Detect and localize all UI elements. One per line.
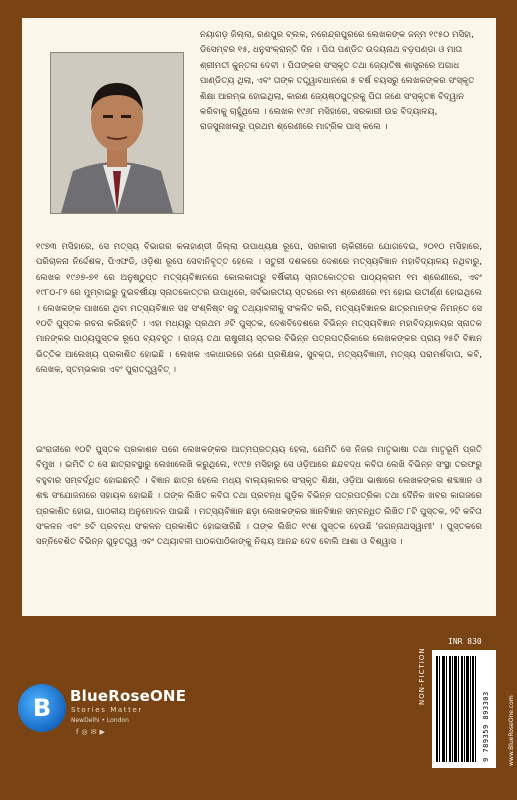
publisher-cities: NewDelhi • London <box>71 717 129 724</box>
publisher-logo-icon: B <box>18 684 66 732</box>
bio-paragraph-2: ୧୯୭୩ ମସିହାରେ, ସେ ମତ୍ସ୍ୟ ବିଭାଗର କଳାହାଣ୍ଡୀ ଜିଲ୍ଲା ଉପାଧ୍ୟକ୍ଷ ରୂପେ, ସରକାରୀ ଚାକିରୀରେ ଯୋଗଦେଇ, ୨୦୧୦ ମସିହାରେ, ପରିଚାଳନା ନିର୍ଦ୍ଦେଶକ, ପିଏଫଡି, ଓଡ଼ିଶା ରୂପେ ସେବାନିବୃତ୍ତ ହେଲେ । ସତୁରୀ ଦଶକରେ ଦେଶରେ ମତ୍ସ୍ୟବିଜ୍ଞାନ ମହାବିଦ୍ୟାଳୟ ନଥିବାରୁ, ଲେଖକ ୧୯୬୭-୭୧ ରେ ଅନୁଷ୍ଠୁପ୍ତ ମତ୍ସ୍ୟବିଜ୍ଞାନରେ କୋଲକାତାରୁ ବର୍ଷିକୀୟ ସ୍ନାତକୋତ୍ତର ପାଠ୍ୟକ୍ରମ ୧ମ ଶ୍ରେଣୀରେ, ଏବଂ ୧୯୮୦-୮୨ ରେ ମୁମ୍ବାଇରୁ ଦୁଇବର୍ଷୀୟା ସ୍ନାତକୋତ୍ତର ଉପାଧିରେ, ସର୍ବଭାରତୀୟ ସ୍ତରରେ ୧ମ ଶ୍ରେଣୀରେ ୧ମ ହୋଇ ଉତୀର୍ଣ୍ଣ ହୋଇଥିଲେ । ଲେଖକଙ୍କ ପାଖରେ ଥିବା ମତ୍ସ୍ୟବିଜ୍ଞାନ ସହ ସଂଶ୍ଳିଷ୍ଟ ସବୁ ତଥ୍ୟାବଳୀକୁ ସଂକଳିତ କରି, ମତ୍ସ୍ୟବିଜ୍ଞାନର ଛାତ୍ରମାନଙ୍କ ନିମନ୍ତେ ସେ ୧୦ଟି ପୁସ୍ତକ ରଚନା କରିଛନ୍ତି । ଏହା ମଧ୍ୟରୁ ପ୍ରଥମ ୬ଟି ପୁସ୍ତକ, ଦେଶବିଦେଶରେ ବିଭିନ୍ନ ମତ୍ସ୍ୟବିଜ୍ଞାନ ମହାବିଦ୍ୟାଳୟର ସ୍ନାତକ ମାନଙ୍କର ପାଠ୍ୟପୁସ୍ତକ ରୂପେ ବ୍ୟବହୃତ । ରାଜ୍ୟ ତଥା ରାଷ୍ଟ୍ରୀୟ ସ୍ତରର ବିଭିନ୍ନ ପତ୍ରପତ୍ରିକାରେ ଲେଖକଙ୍କର ପ୍ରାୟ ୨୫ଟି ବିଜ୍ଞାନ ଭିତ୍ତିକ ଆଲେଖ୍ୟ ପ୍ରକାଶିତ ହୋଇଛି । ଲେଖକ ଏକାଧାରରେ ଜଣେ ପ୍ରଶିକ୍ଷକ, ସୁବକ୍ତା, ମତ୍ସ୍ୟବିଜ୍ଞାନୀ, ମତ୍ସ୍ୟ ପରାମର୍ଶଦାତା, କବି, ଲେଖକ, ସ୍ତମ୍ଭକାର ଏବଂ ପୁରାତତ୍ତ୍ୱବିତ୍ । <box>36 242 482 376</box>
genre-label: NON-FICTION <box>418 647 426 705</box>
social-icons: f◎✉▶ <box>76 728 108 736</box>
barcode-icon <box>436 654 476 764</box>
bio-paragraph-3: ଇଂରାଜୀରେ ୧୦ଟି ପୁସ୍ତକ ପ୍ରକାଶନ ପରେ ଲେଖକଙ୍କର ଆତ୍ମପ୍ରତ୍ୟୟ ହେଲା, ଯେମିତି ସେ ନିଜର ମାତୃଭାଷା ତଥା ମାତୃଭୂମି ପ୍ରତି ବିମୁଖ । ଇମିତି ତ ସେ ଛାତ୍ରାବସ୍ଥାରୁ ଲେଖାଲେଖି କରୁଥିଲେ, ୧୯୯୭ ମସିହାରୁ ସେ ଓଡ଼ିଆରେ ଛନ୍ଦବଦ୍ଧ କବିତା ଲେଖି ବିଭିନ୍ନ ସଂସ୍ଥା ତରଫରୁ ବହୁବାର ସମ୍ବର୍ଦ୍ଧିତ ହୋଇଛନ୍ତି । ବିଜ୍ଞାନ ଛାତ୍ର ହେଲେ ମଧ୍ୟ ବାଲ୍ୟକାଳର ସଂସ୍କୃତ ଶିକ୍ଷା, ଓଡ଼ିଆ ଭାଷାରେ ଲେଖକଙ୍କର ଶବ୍ଦଜ୍ଞାନ ଓ ଶବ୍ଦ ସଂଯୋଜନାରେ ସହାୟକ ହୋଇଛି । ତାଙ୍କ ଲିଖିତ କବିତା ତଥା ପ୍ରବନ୍ଧ ଗୁଡ଼ିକ ବିଭିନ୍ନ ପତ୍ରପତ୍ରିକା ତଥା ଦୈନିକ ଖବର କାଗଜରେ ପ୍ରକାଶିତ ହୋଇ, ପାଠକୀୟ ଅନୁମୋଦନ ପାଇଛି । ମତ୍ସ୍ୟବିଜ୍ଞାନ ଛଡ଼ା ଲେଖକଙ୍କର ଜ୍ଞାନବିଜ୍ଞାନ ସମ୍ବନ୍ଧିତ ଲିଖିତ ୮ଟି ପୁସ୍ତକ, ୨ଟି କବିତା ସଂକଳନ ଏବଂ ୭ଟି ପ୍ରବନ୍ଧ ସଂକଳନ ପ୍ରକାଶିତ ହୋଇସାରିଛି । ତାଙ୍କ ଲିଖିତ ୧୯ଶ ପୁସ୍ତକ ହେଉଛି 'ଜଗନ୍ନାଥସ୍ୱାମୀ' । ପୁସ୍ତକରେ ସନ୍ନିବେଶିତ ବିଭିନ୍ନ ଗୁଢ଼ତତ୍ତ୍ୱ ଏବଂ ତଥ୍ୟାବଳୀ ପାଠକପାଠିକାଙ୍କୁ ନିଶ୍ଚୟ ଆନନ୍ଦ ଦେବ ବୋଲି ଆଶା ଓ ବିଶ୍ୱାସ । <box>36 445 482 548</box>
publisher-name: BlueRoseONE <box>70 687 187 705</box>
isbn-number: 9 789359 893303 <box>482 691 490 762</box>
author-portrait-illustration <box>51 53 183 213</box>
publisher-tagline: Stories Matter <box>71 706 143 714</box>
publisher-logo <box>18 684 187 748</box>
price-label: INR 830 <box>448 637 482 646</box>
author-photo <box>50 52 184 214</box>
bio-paragraph-1: ନୟାଗଡ଼ ଜିଲ୍ଲା, ରଣପୁର ବ୍ଲକ, ନରେନ୍ଦ୍ରପୁରରେ ଲେଖକଙ୍କ ଜନ୍ମ ୧୯୫୦ ମସିହା, ଡିସେମ୍ବର ୧୫, ଧନୁସଂକ୍ରାନ୍ତି ଦିନ । ପିତା ପଣ୍ଡିତ ଉଦୟନାଥ ବଡ଼ପଣ୍ଡା ଓ ମାତା ଶ୍ରୀମତୀ କୁନ୍ତଳା ଦେବୀ । ପିତାଙ୍କର ସଂସ୍କୃତ ତଥା ଜ୍ୟୋତିଷ ଶାସ୍ତ୍ରରେ ଅଗାଧ ପାଣ୍ଡିତ୍ୟ ଥିଲା, ଏବଂ ତାଙ୍କ ତତ୍ତ୍ୱାବଧାନରେ ୫ ବର୍ଷ ବୟସରୁ ଲେଖକଙ୍କର ସଂସ୍କୃତ ଶିକ୍ଷା ଆରମ୍ଭ ହୋଇଥିଲା, କାରଣ ଜ୍ୟେଷ୍ଠପୁତ୍ରକୁ ପିତା ଜଣେ ସଂସ୍କୃତଜ୍ଞ ବିଦ୍ୱାନ କରିବାକୁ ଚାହୁଁଥିଲେ । ଲେଖକ ୧୯୬୮ ମସିହାରେ, ସରକାରୀ ଉଚ୍ଚ ବିଦ୍ୟାଳୟ, ରାଜସୁନାଖଳାରୁ ପ୍ରଥମ ଶ୍ରେଣୀରେ ମାଟ୍ରିକ ପାସ୍ କଲେ । <box>200 30 475 133</box>
author-bio-panel <box>22 18 496 616</box>
publisher-website: www.BlueRoseOne.com <box>508 695 515 766</box>
isbn-barcode <box>432 650 496 768</box>
